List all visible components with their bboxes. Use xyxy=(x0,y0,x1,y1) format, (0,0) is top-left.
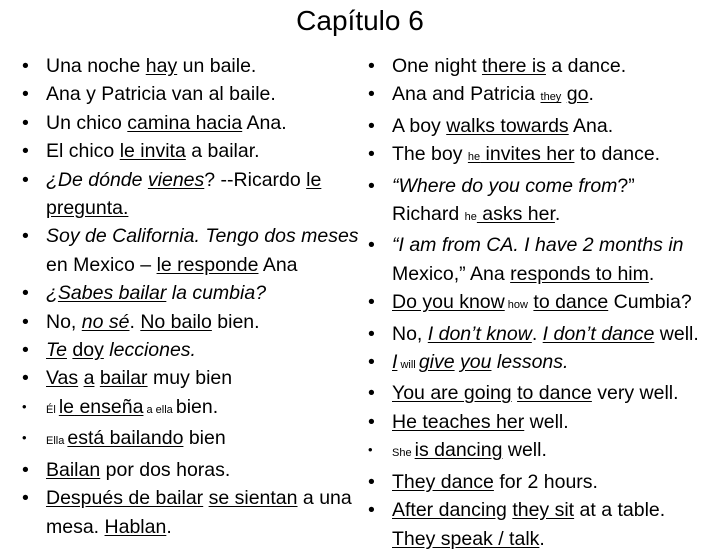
text-line xyxy=(392,379,718,407)
text-segment: mesa. xyxy=(46,515,105,538)
text-segment: he xyxy=(467,151,481,164)
english-sentence xyxy=(368,379,718,407)
text-segment: la cumbia? xyxy=(166,282,267,305)
bullet-icon: • xyxy=(368,470,375,493)
text-segment: he xyxy=(464,211,477,224)
text-segment: at a table. xyxy=(574,499,666,522)
text-line xyxy=(46,513,374,541)
text-segment: Vas xyxy=(46,367,79,390)
spanish-sentence xyxy=(22,424,374,455)
text-segment: Ella xyxy=(46,435,68,448)
bullet-icon: • xyxy=(368,291,375,314)
text-line xyxy=(392,140,718,171)
text-line xyxy=(392,80,718,111)
text-line xyxy=(46,194,374,222)
text-segment: well. xyxy=(654,322,699,345)
spanish-sentence xyxy=(22,166,374,223)
text-segment: ¿ xyxy=(46,282,58,305)
text-segment: He teaches her xyxy=(392,410,525,433)
spanish-sentence xyxy=(22,222,374,279)
text-segment: Mexico,” Ana xyxy=(392,262,511,285)
bullet-icon: • xyxy=(22,225,29,248)
bullet-icon: • xyxy=(22,487,29,510)
spanish-sentence xyxy=(22,484,374,541)
bullet-icon: • xyxy=(368,55,375,77)
text-line xyxy=(46,80,374,108)
text-segment: ¿De dónde xyxy=(46,168,148,191)
bullet-icon: • xyxy=(22,111,29,134)
text-segment: they sit xyxy=(512,499,575,522)
text-segment: After dancing xyxy=(392,499,507,522)
text-segment: go xyxy=(566,83,589,106)
bullet-icon: • xyxy=(368,382,375,405)
text-segment: . xyxy=(531,322,543,345)
text-segment: bien xyxy=(183,427,226,450)
text-segment: responds to him xyxy=(510,262,649,285)
text-segment: Ana. xyxy=(568,114,614,137)
text-segment: un baile. xyxy=(177,55,257,77)
text-segment: a bailar. xyxy=(185,140,260,163)
text-line xyxy=(46,251,374,279)
text-segment: Cumbia? xyxy=(608,291,692,314)
text-segment: ? --Ricardo xyxy=(204,168,307,191)
text-segment: El chico xyxy=(46,140,120,163)
text-segment: No, xyxy=(392,322,428,345)
bullet-icon: • xyxy=(22,140,29,163)
text-line xyxy=(46,222,374,250)
text-segment: No, xyxy=(46,310,82,333)
text-segment: well. xyxy=(524,410,569,433)
text-segment: “I am from CA. I have 2 months in xyxy=(392,234,684,257)
bullet-icon: • xyxy=(368,174,375,197)
english-sentence xyxy=(368,496,718,553)
english-sentence xyxy=(368,52,718,80)
text-segment: . xyxy=(588,83,594,106)
spanish-sentence xyxy=(22,364,374,392)
spanish-column xyxy=(22,52,374,541)
bullet-icon: • xyxy=(22,398,27,414)
text-segment: pregunta. xyxy=(46,197,129,220)
text-segment: I don’t know xyxy=(427,322,532,345)
text-segment: Ana. xyxy=(242,111,287,134)
text-segment: Richard xyxy=(392,203,465,226)
text-segment: ?” xyxy=(617,174,635,197)
text-line xyxy=(46,109,374,137)
text-segment: how xyxy=(504,299,528,312)
text-segment: le invita xyxy=(119,140,186,163)
text-segment: invites her xyxy=(480,143,575,166)
text-segment: will xyxy=(397,359,419,372)
text-line xyxy=(392,408,718,436)
text-segment: bailar xyxy=(99,367,148,390)
text-segment: muy bien xyxy=(147,367,233,390)
text-segment: walks towards xyxy=(446,114,569,137)
text-segment: . xyxy=(554,203,561,226)
text-segment: no sé xyxy=(81,310,130,333)
text-segment: . xyxy=(129,310,141,333)
text-segment: well. xyxy=(502,439,547,462)
bullet-icon: • xyxy=(22,168,29,191)
text-line xyxy=(46,279,374,307)
text-line xyxy=(46,137,374,165)
english-sentence xyxy=(368,231,718,288)
text-segment: lecciones. xyxy=(103,339,196,362)
text-segment: Él xyxy=(46,403,59,416)
spanish-sentence xyxy=(22,336,374,364)
text-line xyxy=(392,288,718,319)
bullet-icon: • xyxy=(368,499,375,522)
text-segment: hay xyxy=(145,55,178,77)
text-segment: One night xyxy=(392,55,482,77)
text-segment: . xyxy=(648,262,655,285)
text-line xyxy=(392,496,718,524)
spanish-sentence xyxy=(22,80,374,108)
text-segment: The boy xyxy=(392,143,468,166)
text-line xyxy=(46,308,374,336)
spanish-sentence xyxy=(22,52,374,80)
english-sentence xyxy=(368,112,718,140)
text-segment: bien. xyxy=(211,310,260,333)
spanish-sentence xyxy=(22,137,374,165)
bullet-icon: • xyxy=(368,351,375,374)
text-segment: a ella xyxy=(143,403,176,416)
english-column xyxy=(368,52,718,553)
text-segment: . xyxy=(166,515,172,538)
text-segment: vienes xyxy=(147,168,205,191)
text-segment: a dance. xyxy=(545,55,627,77)
text-segment: A boy xyxy=(392,114,447,137)
text-segment: a una xyxy=(297,487,352,510)
english-sentence xyxy=(368,320,718,348)
text-segment: lessons. xyxy=(491,351,569,374)
english-sentence xyxy=(368,436,718,467)
text-line xyxy=(392,231,718,259)
text-line xyxy=(392,260,718,288)
text-segment: She xyxy=(392,447,415,460)
bullet-icon: • xyxy=(368,83,375,106)
text-segment: le xyxy=(58,395,75,418)
bullet-icon: • xyxy=(22,458,29,481)
text-line xyxy=(46,166,374,194)
bullet-icon: • xyxy=(368,234,375,257)
text-line xyxy=(46,364,374,392)
text-line xyxy=(46,336,374,364)
text-line xyxy=(392,525,718,553)
bullet-icon: • xyxy=(22,282,29,305)
english-sentence xyxy=(368,468,718,496)
bullet-icon: • xyxy=(368,143,375,166)
text-segment: Bailan xyxy=(46,458,101,481)
text-segment: se sientan xyxy=(208,487,298,510)
bullet-icon: • xyxy=(22,367,29,390)
text-segment: Do you know xyxy=(392,291,505,314)
text-segment: le xyxy=(306,168,322,191)
bullet-icon: • xyxy=(22,430,27,446)
text-segment: they xyxy=(540,91,562,104)
bullet-icon: • xyxy=(22,83,29,106)
text-line xyxy=(46,456,374,484)
text-line xyxy=(392,468,718,496)
text-segment: to dance xyxy=(533,291,609,314)
text-segment: I xyxy=(392,351,398,374)
english-sentence xyxy=(368,80,718,111)
text-segment: there is xyxy=(481,55,546,77)
text-segment: está bailando xyxy=(67,427,184,450)
english-sentence xyxy=(368,408,718,436)
english-sentence xyxy=(368,172,718,232)
text-segment: camina hacia xyxy=(127,111,243,134)
bullet-icon: • xyxy=(368,114,375,137)
text-segment: Hablan xyxy=(104,515,167,538)
spanish-sentence xyxy=(22,308,374,336)
spanish-sentence xyxy=(22,109,374,137)
text-segment: I don’t dance xyxy=(542,322,655,345)
text-line xyxy=(392,348,718,379)
english-sentence xyxy=(368,140,718,171)
text-segment: for 2 hours. xyxy=(493,470,598,493)
text-segment: Te xyxy=(46,339,67,362)
text-segment: Una noche xyxy=(46,55,146,77)
text-segment: en Mexico – xyxy=(46,253,157,276)
text-segment: you xyxy=(460,351,492,374)
text-line xyxy=(392,52,718,80)
spanish-sentence xyxy=(22,279,374,307)
text-segment: a xyxy=(83,367,95,390)
text-line xyxy=(46,52,374,80)
text-segment: Ana xyxy=(258,253,298,276)
text-segment: enseña xyxy=(74,395,144,418)
text-segment: asks her xyxy=(476,203,555,226)
text-line xyxy=(46,484,374,512)
text-segment: le responde xyxy=(156,253,259,276)
text-line xyxy=(46,393,374,424)
text-segment: Después de bailar xyxy=(46,487,204,510)
text-line xyxy=(46,424,374,455)
text-segment: Soy de California. Tengo dos meses xyxy=(46,225,359,248)
text-segment: You are going xyxy=(392,382,512,405)
text-segment: They dance xyxy=(392,470,494,493)
bullet-icon: • xyxy=(368,410,375,433)
text-segment: . xyxy=(539,527,545,550)
text-segment: No bailo xyxy=(140,310,212,333)
text-segment: “Where do you come from xyxy=(392,174,618,197)
text-segment: doy xyxy=(72,339,104,362)
text-segment: They speak / talk xyxy=(392,527,540,550)
text-segment: to dance. xyxy=(574,143,661,166)
text-segment: Un chico xyxy=(46,111,128,134)
text-segment: Ana y Patricia van al baile. xyxy=(46,83,276,106)
spanish-sentence xyxy=(22,456,374,484)
text-line xyxy=(392,112,718,140)
text-segment: Ana and Patricia xyxy=(392,83,541,106)
page-title: Capítulo 6 xyxy=(296,5,424,36)
text-line xyxy=(392,320,718,348)
text-segment: is dancing xyxy=(414,439,503,462)
text-segment: give xyxy=(418,351,455,374)
bullet-icon: • xyxy=(22,310,29,333)
text-line xyxy=(392,200,718,231)
text-line xyxy=(392,436,718,467)
text-segment: Sabes bailar xyxy=(57,282,167,305)
english-sentence xyxy=(368,348,718,379)
bullet-icon: • xyxy=(22,55,29,77)
bullet-icon: • xyxy=(22,339,29,362)
text-segment: very well. xyxy=(591,382,679,405)
bullet-icon: • xyxy=(368,442,373,458)
text-segment: to dance xyxy=(517,382,592,405)
english-sentence xyxy=(368,288,718,319)
bullet-icon: • xyxy=(368,322,375,345)
text-segment: bien. xyxy=(175,395,219,418)
spanish-sentence xyxy=(22,393,374,424)
text-line xyxy=(392,172,718,200)
text-segment: por dos horas. xyxy=(100,458,231,481)
